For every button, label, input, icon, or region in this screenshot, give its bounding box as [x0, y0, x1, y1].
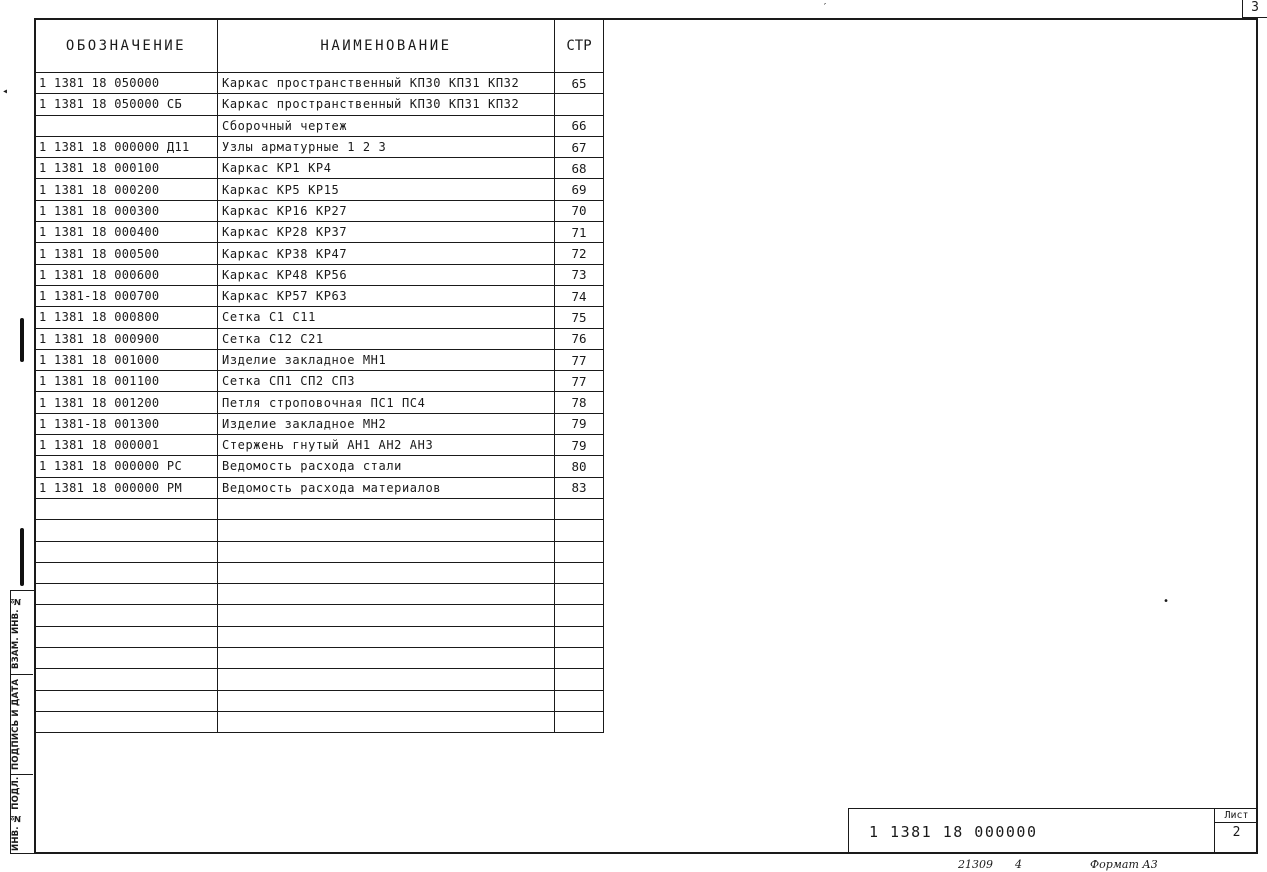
- stamp-cell-ref: [11, 591, 33, 675]
- designation-cell: [35, 541, 218, 562]
- binding-mark: [20, 528, 24, 586]
- page-cell: 80: [555, 456, 604, 477]
- designation-cell: [35, 520, 218, 541]
- table-row: [35, 264, 604, 285]
- page-cell: 74: [555, 285, 604, 306]
- ink-dot: •: [1163, 596, 1170, 607]
- table-row: [35, 285, 604, 306]
- header-page: СТР: [555, 19, 604, 73]
- header-name: НАИМЕНОВАНИЕ: [218, 19, 555, 73]
- name-cell: Каркас КР1 КР4: [218, 158, 555, 179]
- designation-cell: 1 1381 18 000200: [35, 179, 218, 200]
- table-row: [35, 392, 604, 413]
- name-cell: [218, 626, 555, 647]
- designation-cell: [35, 711, 218, 732]
- table-row: [35, 498, 604, 519]
- document-code: 1 1381 18 000000: [869, 823, 1038, 841]
- corner-page-number: 3: [1242, 0, 1267, 18]
- designation-cell: 1 1381 18 000400: [35, 222, 218, 243]
- sheet-box: [1214, 809, 1258, 853]
- table-row: [35, 413, 604, 434]
- name-cell: [218, 520, 555, 541]
- table-row: [35, 200, 604, 221]
- designation-cell: 1 1381 18 000300: [35, 200, 218, 221]
- page-cell: 68: [555, 158, 604, 179]
- name-cell: Каркас пространственный КП30 КП31 КП32: [218, 94, 555, 115]
- table-row: [35, 456, 604, 477]
- designation-cell: 1 1381 18 001200: [35, 392, 218, 413]
- table-row: [35, 541, 604, 562]
- page-cell: 76: [555, 328, 604, 349]
- table-row: [35, 711, 604, 732]
- name-cell: Ведомость расхода стали: [218, 456, 555, 477]
- header-designation: ОБОЗНАЧЕНИЕ: [35, 19, 218, 73]
- designation-cell: 1 1381 18 000600: [35, 264, 218, 285]
- page-cell: 67: [555, 136, 604, 157]
- page-cell: 79: [555, 413, 604, 434]
- title-block: [848, 808, 1258, 854]
- table-row: [35, 158, 604, 179]
- page-cell: [555, 711, 604, 732]
- designation-cell: [35, 605, 218, 626]
- designation-cell: [35, 115, 218, 136]
- sheet-label: Лист: [1215, 809, 1258, 823]
- table-row: [35, 477, 604, 498]
- designation-cell: 1 1381 18 000900: [35, 328, 218, 349]
- designation-cell: 1 1381-18 001300: [35, 413, 218, 434]
- name-cell: Сетка СП1 СП2 СП3: [218, 371, 555, 392]
- name-cell: [218, 690, 555, 711]
- designation-cell: 1 1381 18 001000: [35, 349, 218, 370]
- table-row: [35, 73, 604, 94]
- table-row: [35, 179, 604, 200]
- name-cell: Каркас КР57 КР63: [218, 285, 555, 306]
- table-row: [35, 648, 604, 669]
- paper-format: Формат А3: [1090, 858, 1158, 871]
- name-cell: [218, 562, 555, 583]
- name-cell: Сборочный чертеж: [218, 115, 555, 136]
- page-cell: [555, 669, 604, 690]
- stamp-cell-orig: [11, 775, 33, 853]
- table-header-row: [35, 19, 604, 73]
- table-row: [35, 371, 604, 392]
- designation-cell: 1 1381 18 000000 РС: [35, 456, 218, 477]
- name-cell: Каркас пространственный КП30 КП31 КП32: [218, 73, 555, 94]
- sheet-number: 2: [1232, 825, 1241, 840]
- name-cell: Изделие закладное МН2: [218, 413, 555, 434]
- page-cell: 83: [555, 477, 604, 498]
- page-cell: [555, 94, 604, 115]
- name-cell: Сетка С1 С11: [218, 307, 555, 328]
- table-row: [35, 94, 604, 115]
- table-row: [35, 562, 604, 583]
- name-cell: Каркас КР16 КР27: [218, 200, 555, 221]
- designation-cell: [35, 562, 218, 583]
- stamp-cell-sign: [11, 675, 33, 775]
- page-cell: [555, 605, 604, 626]
- designation-cell: 1 1381 18 000001: [35, 435, 218, 456]
- designation-cell: 1 1381-18 000700: [35, 285, 218, 306]
- page-cell: 75: [555, 307, 604, 328]
- name-cell: Петля строповочная ПС1 ПС4: [218, 392, 555, 413]
- table-row: [35, 520, 604, 541]
- page-cell: 72: [555, 243, 604, 264]
- designation-cell: [35, 648, 218, 669]
- name-cell: Сетка С12 С21: [218, 328, 555, 349]
- table-row: [35, 584, 604, 605]
- page-cell: 66: [555, 115, 604, 136]
- page-cell: 78: [555, 392, 604, 413]
- copy-number: 4: [1015, 858, 1022, 871]
- name-cell: [218, 711, 555, 732]
- page-cell: [555, 541, 604, 562]
- page-cell: 71: [555, 222, 604, 243]
- page-cell: [555, 498, 604, 519]
- name-cell: [218, 541, 555, 562]
- page-cell: [555, 562, 604, 583]
- ink-mark: ′: [822, 2, 829, 13]
- designation-cell: 1 1381 18 000000 РМ: [35, 477, 218, 498]
- table-row: [35, 115, 604, 136]
- table-row: [35, 626, 604, 647]
- table-row: [35, 690, 604, 711]
- designation-cell: [35, 498, 218, 519]
- side-stamp: [10, 590, 34, 854]
- order-number: 21309: [958, 858, 993, 871]
- name-cell: Каркас КР38 КР47: [218, 243, 555, 264]
- name-cell: [218, 648, 555, 669]
- page-cell: 70: [555, 200, 604, 221]
- designation-cell: 1 1381 18 000800: [35, 307, 218, 328]
- designation-cell: 1 1381 18 000500: [35, 243, 218, 264]
- stamp-orig-label: ИНВ. № ПОДЛ.: [11, 776, 21, 852]
- page-cell: [555, 584, 604, 605]
- name-cell: Каркас КР5 КР15: [218, 179, 555, 200]
- table-row: [35, 243, 604, 264]
- stamp-sign-label: ПОДПИСЬ И ДАТА: [11, 678, 21, 771]
- table-row: [35, 307, 604, 328]
- table-row: [35, 136, 604, 157]
- name-cell: [218, 669, 555, 690]
- name-cell: [218, 605, 555, 626]
- table-row: [35, 222, 604, 243]
- designation-cell: [35, 669, 218, 690]
- designation-cell: 1 1381 18 050000 СБ: [35, 94, 218, 115]
- name-cell: Каркас КР48 КР56: [218, 264, 555, 285]
- page-cell: [555, 626, 604, 647]
- designation-cell: [35, 690, 218, 711]
- designation-cell: 1 1381 18 050000: [35, 73, 218, 94]
- designation-cell: 1 1381 18 000000 Д11: [35, 136, 218, 157]
- page-cell: 73: [555, 264, 604, 285]
- page-cell: 79: [555, 435, 604, 456]
- page-cell: [555, 690, 604, 711]
- stamp-ref-label: ВЗАМ. ИНВ. №: [11, 595, 21, 670]
- page-cell: 77: [555, 371, 604, 392]
- designation-cell: 1 1381 18 001100: [35, 371, 218, 392]
- name-cell: Изделие закладное МН1: [218, 349, 555, 370]
- ink-mark: ◂: [2, 86, 9, 97]
- binding-mark: [20, 318, 24, 362]
- page-cell: [555, 648, 604, 669]
- table-row: [35, 605, 604, 626]
- name-cell: [218, 584, 555, 605]
- page-cell: 69: [555, 179, 604, 200]
- designation-cell: 1 1381 18 000100: [35, 158, 218, 179]
- table-body: [35, 73, 604, 733]
- name-cell: Ведомость расхода материалов: [218, 477, 555, 498]
- name-cell: Каркас КР28 КР37: [218, 222, 555, 243]
- page-cell: 77: [555, 349, 604, 370]
- page-cell: 65: [555, 73, 604, 94]
- table-row: [35, 435, 604, 456]
- designation-cell: [35, 584, 218, 605]
- name-cell: Узлы арматурные 1 2 3: [218, 136, 555, 157]
- designation-cell: [35, 626, 218, 647]
- table-row: [35, 328, 604, 349]
- table-row: [35, 349, 604, 370]
- name-cell: [218, 498, 555, 519]
- name-cell: Стержень гнутый АН1 АН2 АН3: [218, 435, 555, 456]
- page-cell: [555, 520, 604, 541]
- contents-table: [34, 18, 604, 733]
- table-row: [35, 669, 604, 690]
